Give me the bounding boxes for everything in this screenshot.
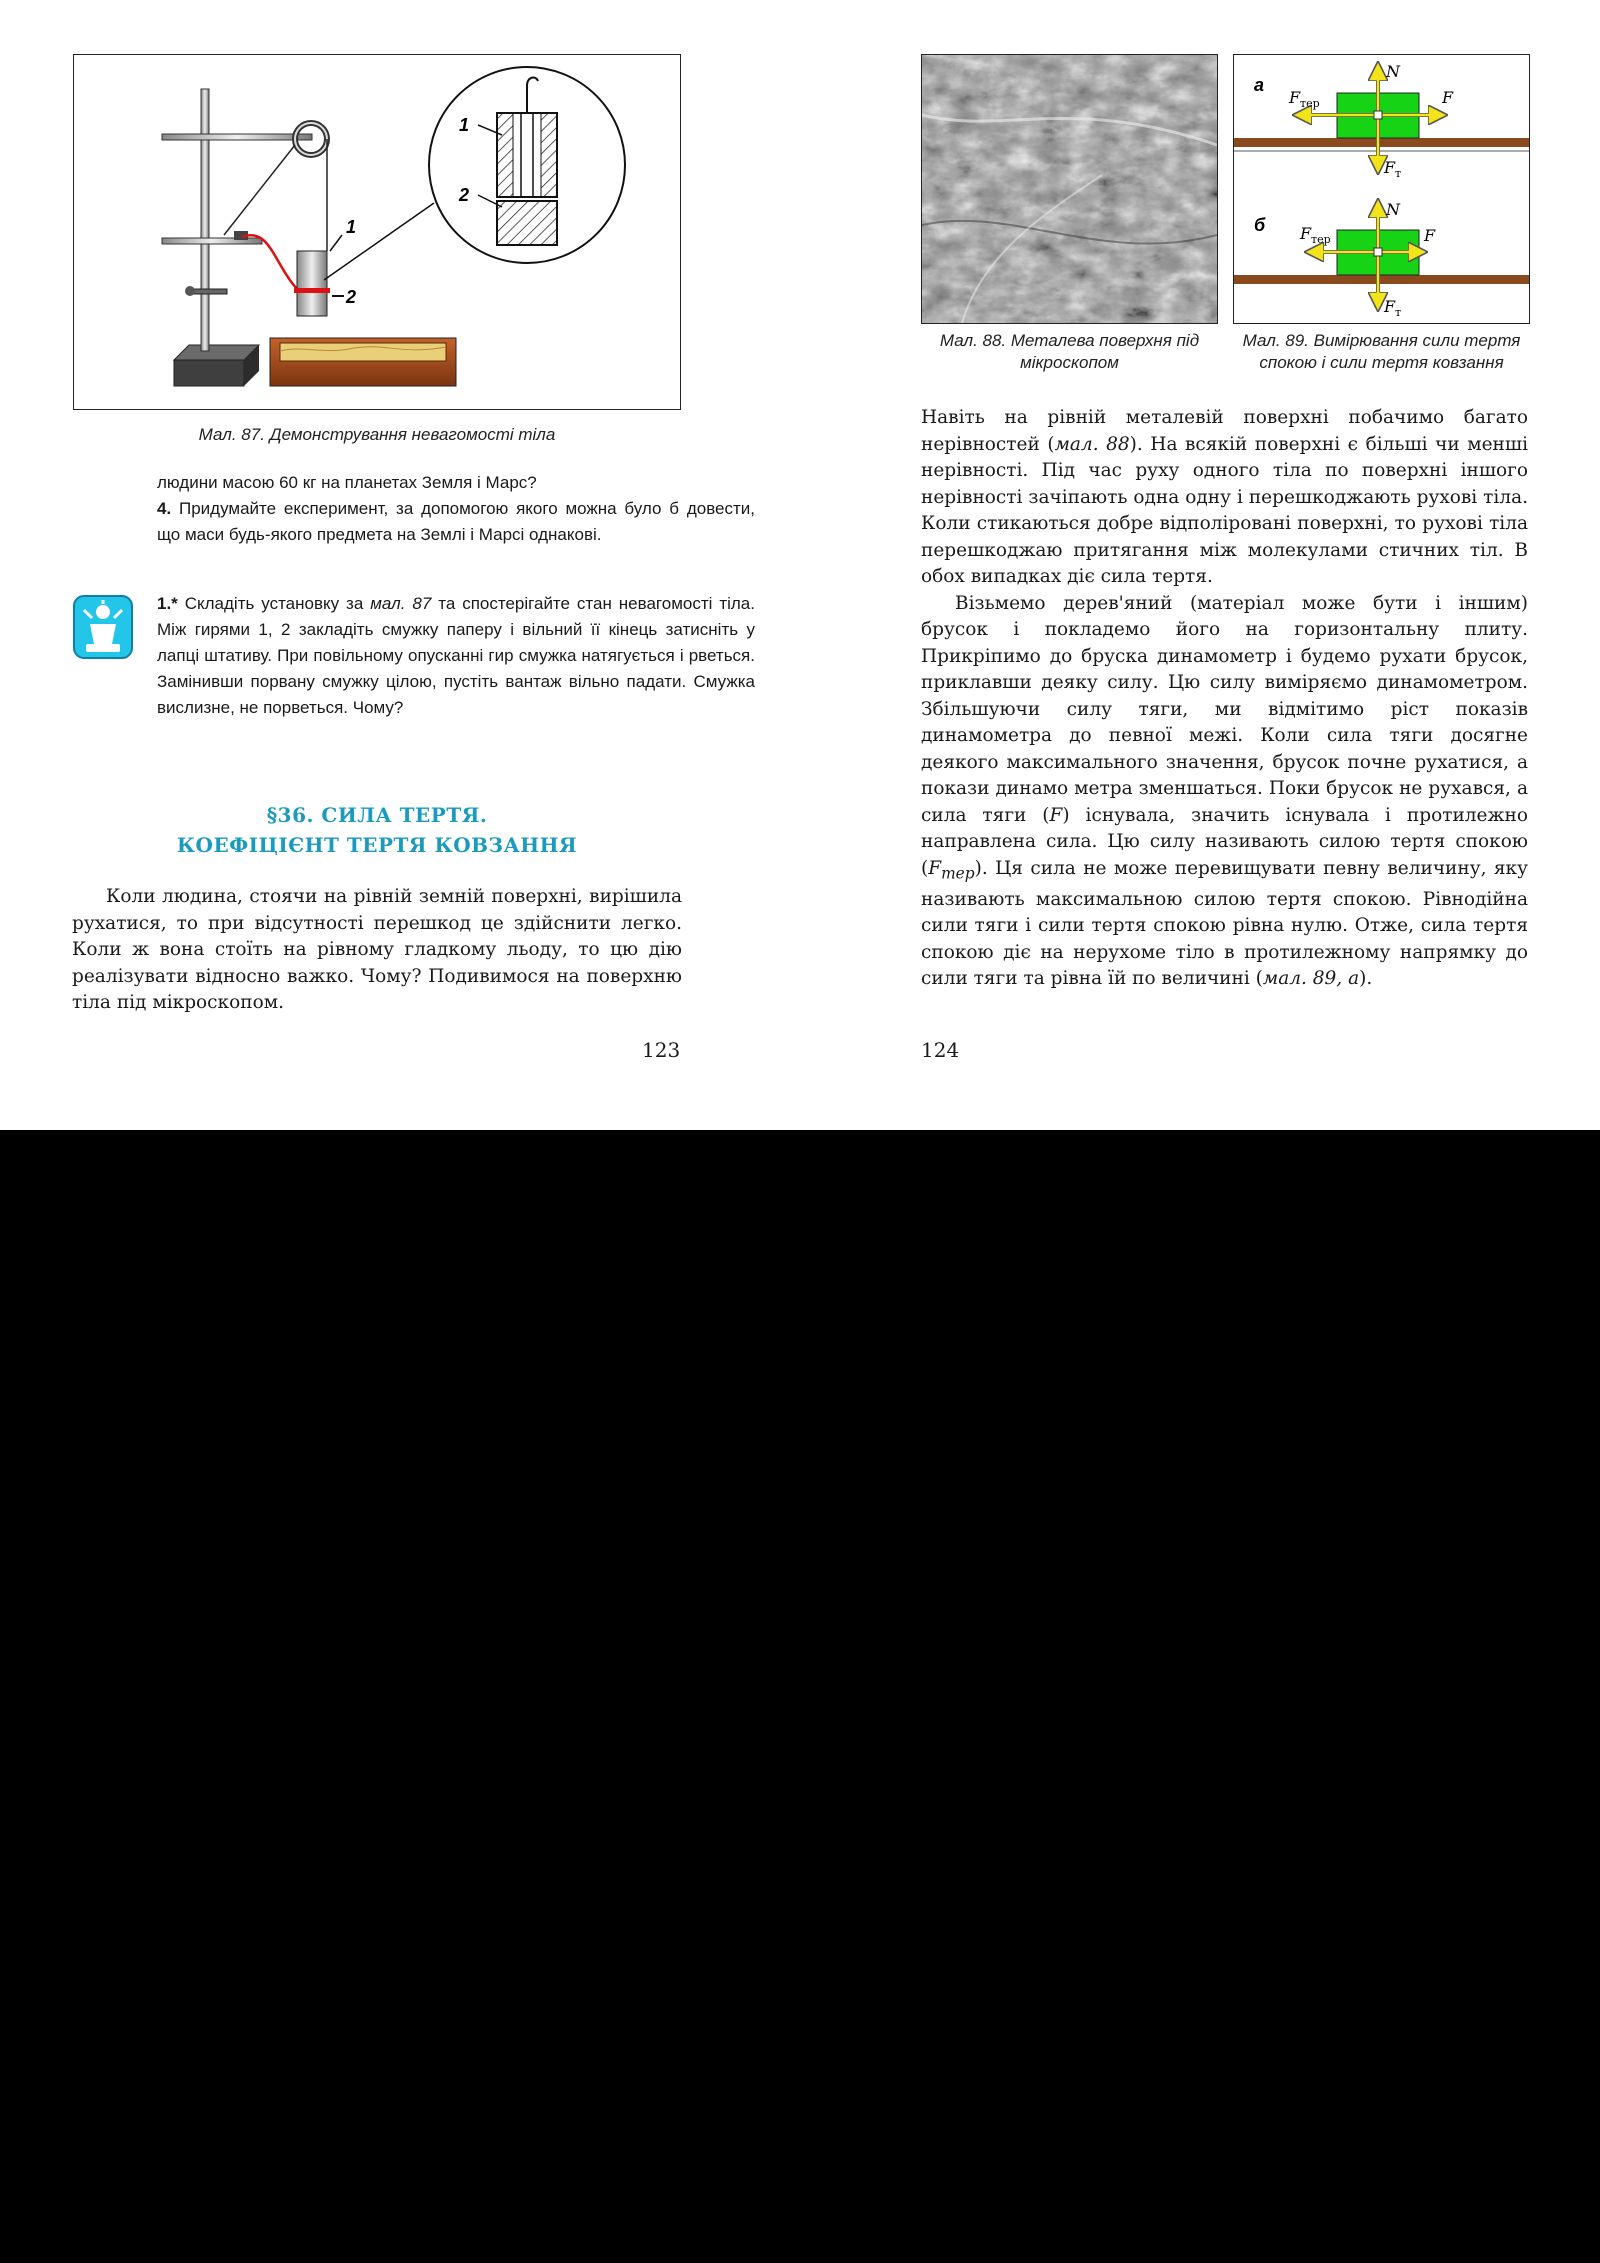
experiment-text-b: та спостерігайте стан невагомості тіла. Між гирями 1, 2 закладіть смужку паперу і вільний її кінець затисніть у лапці штативу. При повільному опусканні гир смужка натягується і рветься. Замінивши порвану смужку цілою, пустіть вантаж вільно падати. Смужка вислизне, не порветься. Чому? <box>157 594 755 717</box>
p2-text-b: ) існувала, значить існувала і протилежно направлена сила. Цю силу називають силою тертя спокою ( <box>921 804 1528 879</box>
fig87-label-1: 1 <box>346 217 357 237</box>
normal-force-a: N <box>1386 62 1400 81</box>
right-page <box>921 0 1528 1130</box>
stand-illustration <box>74 55 680 409</box>
p2-text-a: Візьмемо дерев'яний (матеріал може бути і іншим) брусок і покладемо його на горизонтальну плиту. Прикріпимо до бруска динамометр і будемо рухати брусок, приклавши деяку силу. Цю силу виміряємо динамометром. Збільшуючи силу тяги, ми відмітимо ріст показів динамометра до певної межі. Коли сила тяги досягне деякого максимального значення, брусок почне рухатися, а покази динамо метра зменшаться. Поки брусок не рухався, а сила тяги ( <box>921 592 1528 826</box>
figure-89-friction-forces <box>1233 54 1530 324</box>
book-spread <box>0 0 1600 1130</box>
friction-force-a: F <box>1289 88 1301 107</box>
p2-fig-ref: мал. 89, а <box>1262 968 1360 990</box>
experiment-fig-ref: мал. 87 <box>370 594 432 613</box>
pull-force-a: F <box>1442 88 1454 107</box>
normal-force-b: N <box>1386 200 1400 219</box>
p1-fig-ref: мал. 88 <box>1054 433 1130 455</box>
pull-force-b: F <box>1424 226 1436 245</box>
task-block <box>157 470 755 548</box>
right-body-text <box>921 405 1528 993</box>
p2-symbol-fter-sub: тер <box>941 864 975 883</box>
section-title-line-1: §36. СИЛА ТЕРТЯ. <box>266 803 488 827</box>
figure-89-caption: Мал. 89. Вимірювання сили тертя спокою і сили тертя ковзання <box>1242 331 1521 372</box>
figure-88-metal-surface-micrograph <box>921 54 1218 324</box>
task-3-continuation: людини масою 60 кг на планетах Земля і Марс? <box>157 473 537 492</box>
panel-a-label: а <box>1254 75 1265 95</box>
friction-force-b: F <box>1300 224 1312 243</box>
p1-text-a: Навіть на рівній металевій поверхні побачимо багато нерівностей ( <box>921 407 1528 455</box>
friction-sub-b: тер <box>1311 233 1331 246</box>
left-page <box>72 0 755 1130</box>
experiment-task <box>157 591 755 721</box>
figure-88-caption: Мал. 88. Металева поверхня під мікроскопом <box>939 331 1200 372</box>
gravity-sub-b: т <box>1395 306 1402 319</box>
page-number-right: 124 <box>921 1038 960 1062</box>
magnifier-label-1: 1 <box>459 115 470 135</box>
experiment-text-a: Складіть установку за <box>177 594 371 613</box>
figure-87-weightlessness-setup <box>73 54 681 410</box>
gravity-force-b: F <box>1384 297 1396 316</box>
p2-text-d: ). <box>1359 968 1373 990</box>
magnifier-label-2: 2 <box>459 185 470 205</box>
section-title-line-2: КОЕФІЦІЄНТ ТЕРТЯ КОВЗАННЯ <box>176 833 578 857</box>
figure-87-caption: Мал. 87. Демонстрування невагомості тіла <box>198 425 556 444</box>
panel-b-label: б <box>1254 215 1266 235</box>
intro-paragraph: Коли людина, стоячи на рівній земній поверхні, вирішила рухатися, то при відсутності перешкод це здійснити легко. Коли ж вона стоїть на рівному гладкому льоду, то цю дію реалізувати відносно важко. Чому? Подивимося на поверхню тіла під мікроскопом. <box>72 886 682 1013</box>
p1-text-b: ). На всякій поверхні є більші чи менші нерівності. Під час руху одного тіла по поверхні іншого нерівності зачіпають одна одну і перешкоджають рухові тіла. Коли стикаються добре відполіровані поверхні, то рухові тіла перешкоджаю притягання між молекулами стичних тіл. В обох випадках діє сила тертя. <box>921 433 1528 587</box>
fig87-label-2: 2 <box>346 287 357 307</box>
task-4-number: 4. <box>157 499 172 518</box>
friction-sub-a: тер <box>1300 97 1320 110</box>
p2-symbol-fter: F <box>928 857 942 879</box>
page-number-left: 123 <box>642 1038 681 1062</box>
section-title <box>72 800 682 860</box>
paragraph-static-friction <box>921 591 1528 993</box>
p2-symbol-f: F <box>1049 804 1063 826</box>
task-4-text: Придумайте експеримент, за допомогою якого можна було б довести, що маси будь-якого предмета на Землі і Марсі однакові. <box>157 499 755 544</box>
experiment-icon <box>72 594 134 660</box>
gravity-force-a: F <box>1384 158 1396 177</box>
p2-text-c: ). Ця сила не може перевищувати певну величину, яку називають максимальною силою тертя спокою. Рівнодійна сили тяги і сили тертя спокою рівна нулю. Отже, сила тертя спокою діє на нерухоме тіло в протилежному напрямку до сили тяги та рівна їй по величині ( <box>921 857 1528 990</box>
experiment-number: 1.* <box>157 594 178 613</box>
paragraph-surface-roughness <box>921 405 1528 591</box>
gravity-sub-a: т <box>1395 167 1402 180</box>
